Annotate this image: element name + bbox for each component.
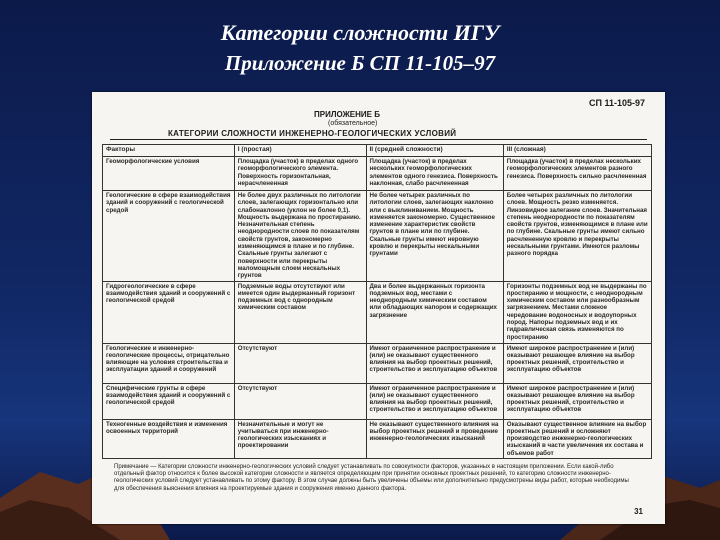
page-number: 31 (634, 507, 643, 516)
complexity-table (102, 144, 652, 459)
table-cell: Незначительные и могут не учитываться при инженерно-геологических изысканиях и проектировании (234, 419, 366, 458)
document-code: СП 11-105-97 (588, 98, 645, 108)
column-header: I (простая) (234, 145, 366, 157)
table-cell: Имеют широкое распространение и (или) оказывают решающее влияние на выбор проектных решений, строительство и эксплуатацию объектов (503, 383, 651, 419)
table-cell: Отсутствуют (234, 383, 366, 419)
column-header: II (средней сложности) (366, 145, 503, 157)
table-row (103, 419, 652, 458)
table-row (103, 281, 652, 343)
table-cell: Два и более выдержанных горизонта подземных вод, местами с неоднородным химическим составом или обладающих напором и содержащих загрязнение (366, 281, 503, 343)
table-cell: Специфические грунты в сфере взаимодействия зданий и сооружений с геологической средой (103, 383, 235, 419)
table-cell: Геоморфологические условия (103, 157, 235, 191)
table-cell: Площадка (участок) в пределах нескольких геоморфологических элементов разного генезиса. Поверхность сильно расчлененная (503, 157, 651, 191)
table-cell: Площадка (участок) в пределах нескольких геоморфологических элементов одного генезиса. Поверхность наклонная, слабо расчлененная (366, 157, 503, 191)
table-cell: Отсутствуют (234, 343, 366, 383)
table-cell: Не более двух различных по литологии слоев, залегающих горизонтально или слабонаклонно (уклон не более 0,1). Мощность выдержана по простиранию. Незначительная степень неоднородности слоев по показателям свойств грунтов, закономерно изменяющимся в плане и по глубине. Скальные грунты залегают с поверхности или перекрыты маломощным слоем нескальных грунтов (234, 191, 366, 282)
document-appendix: ПРИЛОЖЕНИЕ Б (314, 110, 380, 119)
table-cell: Более четырех различных по литологии слоев. Мощность резко изменяется. Линзовидное залегание слоев. Значительная степень неоднородности по показателям свойств грунтов, изменяющимся в плане или по глубине. Скальные грунты имеют сильно расчлененную кровлю и перекрыты нескальными грунтами. Имеются разломы разного порядка (503, 191, 651, 282)
table-cell: Не оказывают существенного влияния на выбор проектных решений и проведение инженерно-геологических изысканий (366, 419, 503, 458)
table-cell: Геологические и инженерно-геологические процессы, отрицательно влияющие на условия строительства и эксплуатации зданий и сооружений (103, 343, 235, 383)
slide-title (0, 18, 720, 78)
table-cell: Оказывают существенное влияние на выбор проектных решений и осложняют производство инженерно-геологических изысканий в части увеличения их состава и объемов работ (503, 419, 651, 458)
table-cell: Не более четырех различных по литологии слоев, залегающих наклонно или с выклиниванием. Мощность изменяется закономерно. Существенное изменение характеристик свойств грунтов в плане или по глубине. Скальные грунты имеют неровную кровлю и перекрыты нескальными грунтами (366, 191, 503, 282)
document-table-title: КАТЕГОРИИ СЛОЖНОСТИ ИНЖЕНЕРНО-ГЕОЛОГИЧЕСКИХ УСЛОВИЙ (168, 129, 457, 138)
column-header: III (сложная) (503, 145, 651, 157)
divider (110, 139, 647, 140)
table-cell: Имеют ограниченное распространение и (или) не оказывают существенного влияния на выбор проектных решений, строительство и эксплуатацию объектов (366, 383, 503, 419)
table-row (103, 343, 652, 383)
document-mandatory: (обязательное) (328, 120, 378, 127)
column-header: Факторы (103, 145, 235, 157)
table-row (103, 383, 652, 419)
table-cell: Техногенные воздействия и изменения освоенных территорий (103, 419, 235, 458)
table-row (103, 157, 652, 191)
table-row (103, 191, 652, 282)
table-cell: Имеют широкое распространение и (или) оказывают решающее влияние на выбор проектных решений, строительство и эксплуатацию объектов (503, 343, 651, 383)
table-cell: Площадка (участок) в пределах одного геоморфологического элемента. Поверхность горизонтальная, нерасчлененная (234, 157, 366, 191)
table-cell: Горизонты подземных вод не выдержаны по простиранию и мощности, с неоднородным химическим составом или разнообразным загрязнением. Местами сложное чередование водоносных и водоупорных пород. Напоры подземных вод и их гидравлическая связь изменяются по простиранию (503, 281, 651, 343)
slide-title-line-2: Приложение Б СП 11-105–97 (224, 51, 496, 75)
table-cell: Имеют ограниченное распространение и (или) не оказывают существенного влияния на выбор проектных решений, строительство и эксплуатацию объектов (366, 343, 503, 383)
document-note: Примечание — Категории сложности инженерно-геологических условий следует устанавливать по совокупности факторов, указанных в настоящем приложении. Если какой-либо отдельный фактор относится к более высокой категории сложности и является определяющим при принятии основных проектных решений, то категорию сложности инженерно-геологических условий следует устанавливать по этому фактору. В этом случае должны быть увеличены объемы или дополнительно предусмотрены виды работ, которые необходимы для обеспечения выяснения влияния на проектируемые здания и сооружения именно данного фактора. (114, 464, 629, 492)
document-scan (92, 92, 665, 524)
table-header-row (103, 145, 652, 157)
table-cell: Геологические в сфере взаимодействия зданий и сооружений с геологической средой (103, 191, 235, 282)
table-cell: Подземные воды отсутствуют или имеется один выдержанный горизонт подземных вод с однородным химическим составом (234, 281, 366, 343)
slide-title-line-1: Категории сложности ИГУ (220, 20, 500, 45)
table-cell: Гидрогеологические в сфере взаимодействия зданий и сооружений с геологической средой (103, 281, 235, 343)
